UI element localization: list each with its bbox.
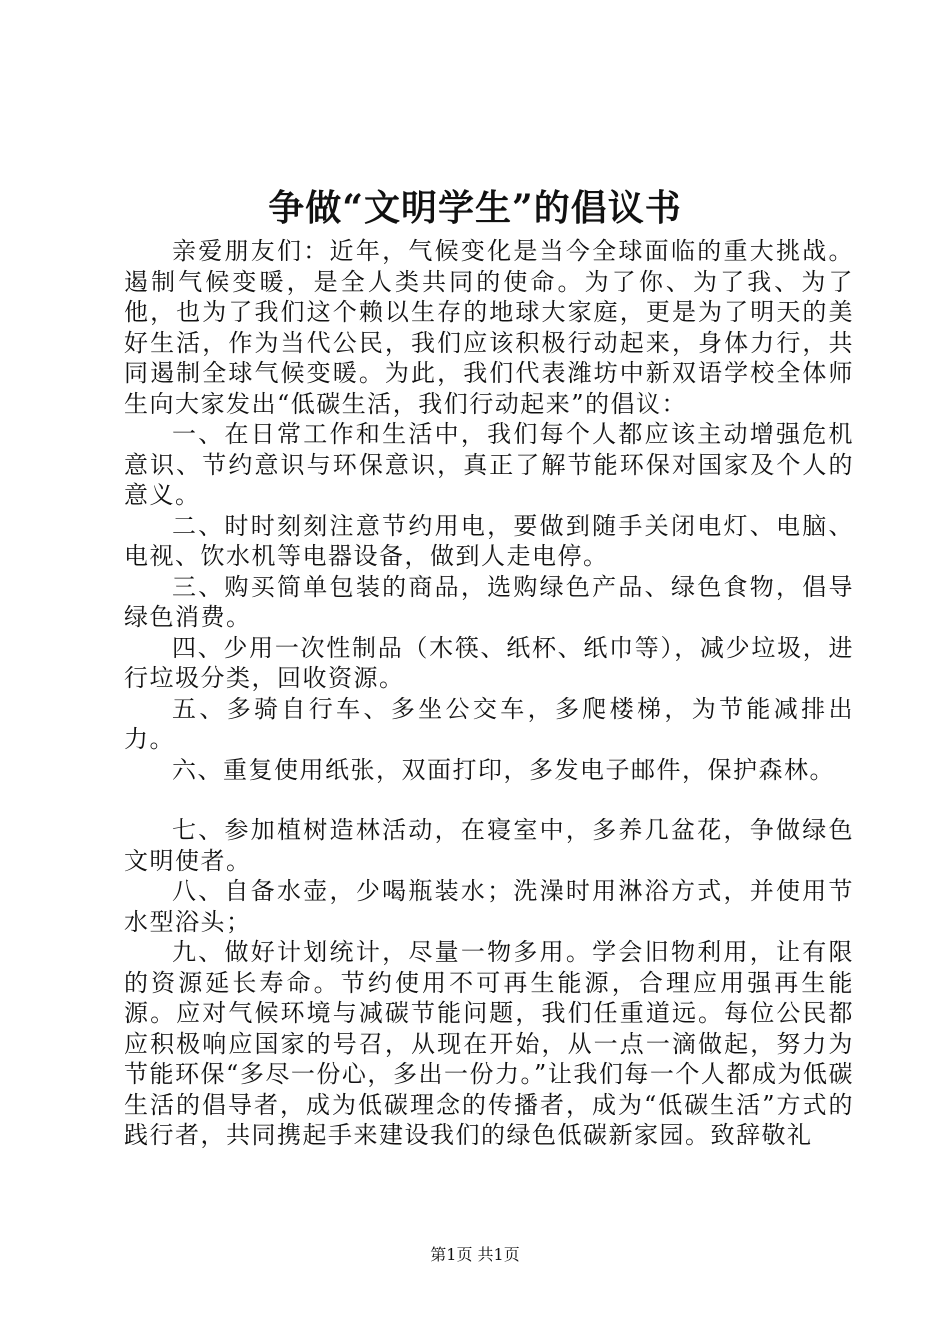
paragraph-item-7: 七、参加植树造林活动，在寝室中，多养几盆花，争做绿色文明使者。 [124,816,854,875]
document-body [124,236,854,1151]
paragraph-item-3: 三、购买简单包装的商品，选购绿色产品、绿色食物，倡导绿色消费。 [124,572,854,631]
paragraph-item-8: 八、自备水壶，少喝瓶装水；洗澡时用淋浴方式，并使用节水型浴头； [124,877,854,936]
page-title: 争做“文明学生”的倡议书 [268,187,682,229]
paragraph-item-1: 一、在日常工作和生活中，我们每个人都应该主动增强危机意识、节约意识与环保意识，真正了解节能环保对国家及个人的意义。 [124,420,854,509]
paragraph-item-9: 九、做好计划统计，尽量一物多用。学会旧物利用，让有限的资源延长寿命。节约使用不可再生能源，合理应用强再生能源。应对气候环境与减碳节能问题，我们任重道远。每位公民都应积极响应国家的号召，从现在开始，从一点一滴做起，努力为节能环保“多尽一份心，多出一份力。”让我们每一个人都成为低碳生活的倡导者，成为低碳理念的传播者，成为“低碳生活”方式的践行者，共同携起手来建设我们的绿色低碳新家园。致辞敬礼 [124,938,854,1149]
paragraph-greeting: 亲爱朋友们：近年，气候变化是当今全球面临的重大挑战。遏制气候变暖，是全人类共同的使命。为了你、为了我、为了他，也为了我们这个赖以生存的地球大家庭，更是为了明天的美好生活，作为当代公民，我们应该积极行动起来，身体力行，共同遏制全球气候变暖。为此，我们代表潍坊中新双语学校全体师生向大家发出“低碳生活，我们行动起来”的倡议： [124,237,854,418]
paragraph-item-2: 二、时时刻刻注意节约用电，要做到随手关闭电灯、电脑、电视、饮水机等电器设备，做到人走电停。 [124,511,854,570]
page-footer: 第1页 共1页 [430,1245,520,1264]
paragraph-item-5: 五、多骑自行车、多坐公交车，多爬楼梯，为节能减排出力。 [124,694,854,753]
paragraph-item-6: 六、重复使用纸张，双面打印，多发电子邮件，保护森林。 [172,755,835,784]
paragraph-item-4: 四、少用一次性制品（木筷、纸杯、纸巾等），减少垃圾，进行垃圾分类，回收资源。 [124,633,854,692]
